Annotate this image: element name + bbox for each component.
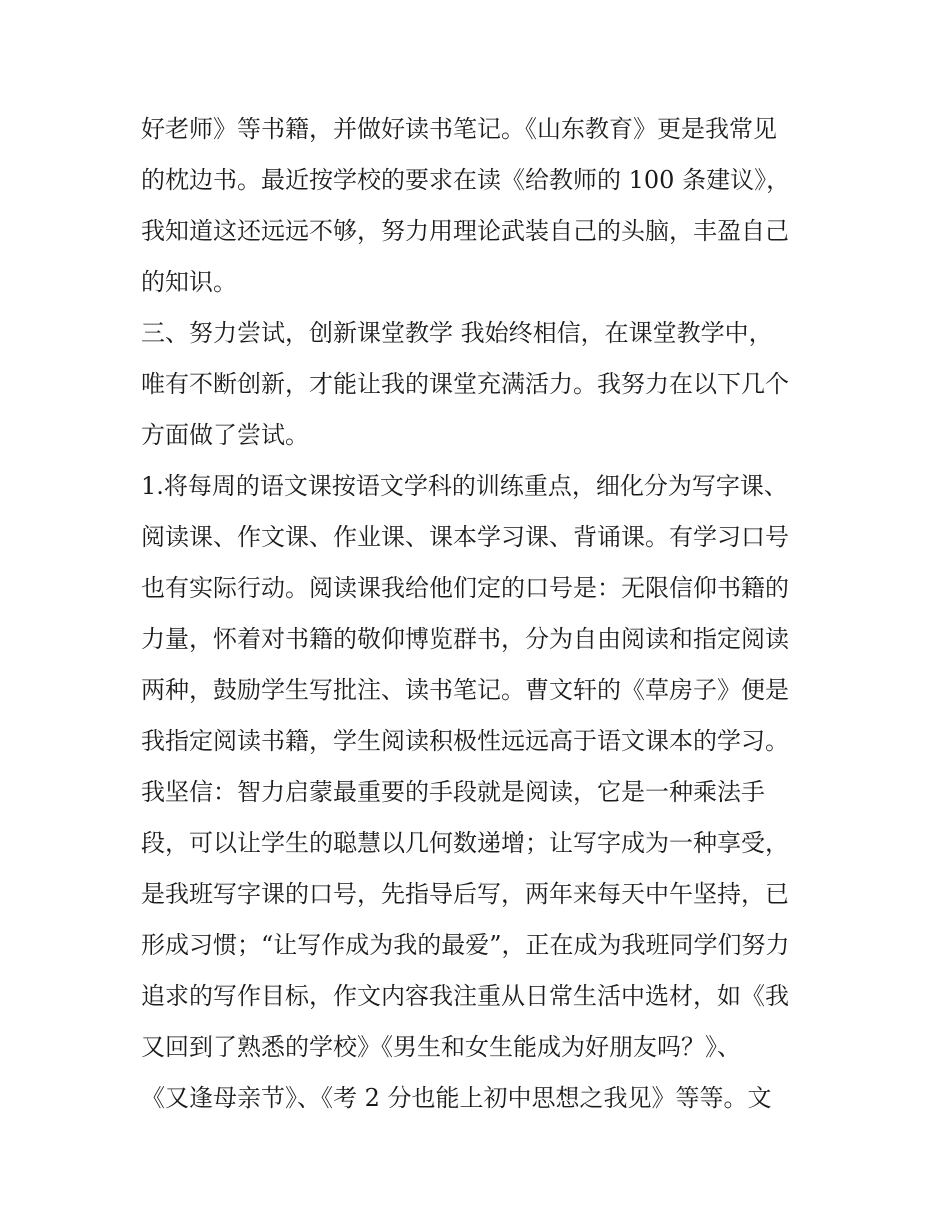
text-line: 《又逢母亲节》、《考 2 分也能上初中思想之我见》等等。文 — [141, 1084, 772, 1112]
text-line: 方面做了尝试。 — [141, 421, 309, 449]
numbered-item-line: 1.将每周的语文课按语文学科的训练重点，细化分为写字课、 — [141, 472, 788, 500]
text-line: 我指定阅读书籍，学生阅读积极性远远高于语文课本的学习。 — [141, 727, 789, 755]
text-line: 形成习惯；“让写作成为我的最爱”，正在成为我班同学们努力 — [141, 931, 790, 959]
text-line: 两种，鼓励学生写批注、读书笔记。曹文轩的《草房子》便是 — [141, 676, 789, 704]
section-heading-line: 三、努力尝试，创新课堂教学 我始终相信，在课堂教学中， — [141, 319, 773, 347]
text-line: 的枕边书。最近按学校的要求在读《给教师的 100 条建议》， — [141, 166, 791, 194]
text-line: 我坚信：智力启蒙最重要的手段就是阅读，它是一种乘法手 — [141, 778, 765, 806]
text-line: 我知道这还远远不够，努力用理论武装自己的头脑，丰盈自己 — [141, 217, 789, 245]
text-line: 追求的写作目标，作文内容我注重从日常生活中选材，如《我 — [141, 982, 789, 1010]
text-line: 唯有不断创新，才能让我的课堂充满活力。我努力在以下几个 — [141, 370, 789, 398]
text-line: 阅读课、作文课、作业课、课本学习课、背诵课。有学习口号 — [141, 523, 789, 551]
text-line: 的知识。 — [141, 268, 237, 296]
text-line: 力量，怀着对书籍的敬仰博览群书，分为自由阅读和指定阅读 — [141, 625, 789, 653]
body-text — [141, 104, 821, 1124]
text-line: 段，可以让学生的聪慧以几何数递增；让写字成为一种享受， — [141, 829, 789, 857]
text-line: 好老师》等书籍，并做好读书笔记。《山东教育》更是我常见 — [141, 115, 777, 143]
text-line: 也有实际行动。阅读课我给他们定的口号是：无限信仰书籍的 — [141, 574, 789, 602]
text-line: 又回到了熟悉的学校》《男生和女生能成为好朋友吗？》、 — [141, 1033, 741, 1061]
text-line: 是我班写字课的口号，先指导后写，两年来每天中午坚持，已 — [141, 880, 789, 908]
